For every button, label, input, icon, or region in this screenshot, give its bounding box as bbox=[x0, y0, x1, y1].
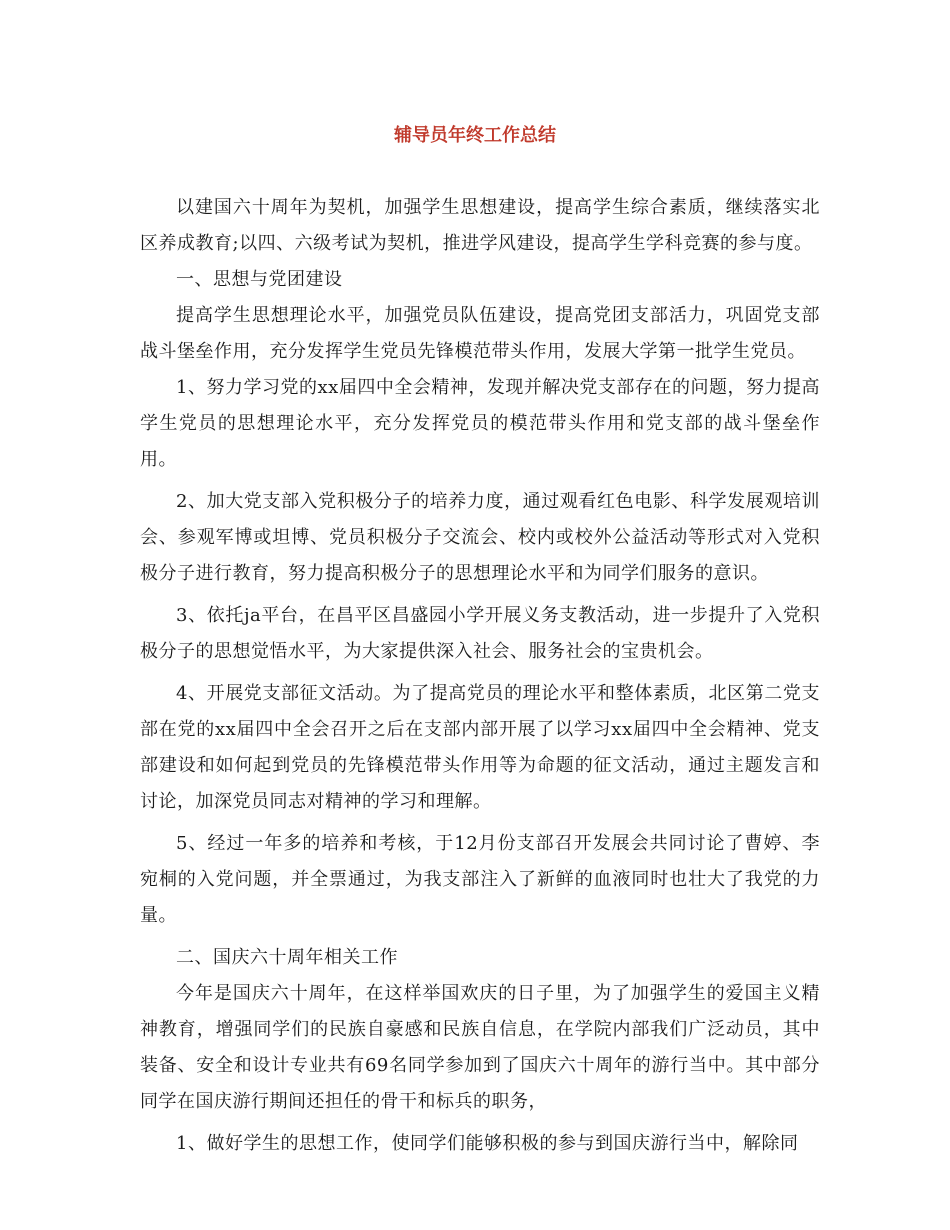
paragraph-item-4: 4、开展党支部征文活动。为了提高党员的理论水平和整体素质，北区第二党支部在党的xx届四中全会召开之后在支部内部开展了以学习xx届四中全会精神、党支部建设和如何起到党员的先锋模范带头作用等为命题的征文活动，通过主题发言和讨论，加深党员同志对精神的学习和理解。 bbox=[140, 683, 820, 812]
paragraph-item-3: 3、依托ja平台，在昌平区昌盛园小学开展义务支教活动，进一步提升了入党积极分子的思想觉悟水平，为大家提供深入社会、服务社会的宝贵机会。 bbox=[140, 605, 820, 662]
paragraph-item-1: 1、努力学习党的xx届四中全会精神，发现并解决党支部存在的问题，努力提高学生党员的思想理论水平，充分发挥党员的模范带头作用和党支部的战斗堡垒作用。 bbox=[140, 377, 820, 470]
paragraph-national-day: 今年是国庆六十周年，在这样举国欢庆的日子里，为了加强学生的爱国主义精神教育，增强同学们的民族自豪感和民族自信息，在学院内部我们广泛动员，其中装备、安全和设计专业共有69名同学参加到了国庆六十周年的游行当中。其中部分同学在国庆游行期间还担任的骨干和标兵的职务， bbox=[140, 983, 820, 1112]
paragraph-party-overview: 提高学生思想理论水平，加强党员队伍建设，提高党团支部活力，巩固党支部战斗堡垒作用，充分发挥学生党员先锋模范带头作用，发展大学第一批学生党员。 bbox=[140, 305, 820, 362]
section-heading-national-day: 二、国庆六十周年相关工作 bbox=[176, 947, 398, 968]
section-heading-party-building: 一、思想与党团建设 bbox=[176, 269, 343, 290]
document-body bbox=[140, 190, 820, 1162]
paragraph-item-5: 5、经过一年多的培养和考核，于12月份支部召开发展会共同讨论了曹婷、李宛桐的入党问题，并全票通过，为我支部注入了新鲜的血液同时也壮大了我党的力量。 bbox=[140, 833, 820, 926]
paragraph-item-2: 2、加大党支部入党积极分子的培养力度，通过观看红色电影、科学发展观培训会、参观军博或坦博、党员积极分子交流会、校内或校外公益活动等形式对入党积极分子进行教育，努力提高积极分子的思想理论水平和为同学们服务的意识。 bbox=[140, 491, 820, 584]
paragraph-intro: 以建国六十周年为契机，加强学生思想建设，提高学生综合素质，继续落实北区养成教育;以四、六级考试为契机，推进学风建设，提高学生学科竞赛的参与度。 bbox=[140, 197, 820, 254]
paragraph-national-day-item-1: 1、做好学生的思想工作，使同学们能够积极的参与到国庆游行当中，解除同 bbox=[176, 1133, 799, 1154]
document-title: 辅导员年终工作总结 bbox=[394, 125, 556, 146]
